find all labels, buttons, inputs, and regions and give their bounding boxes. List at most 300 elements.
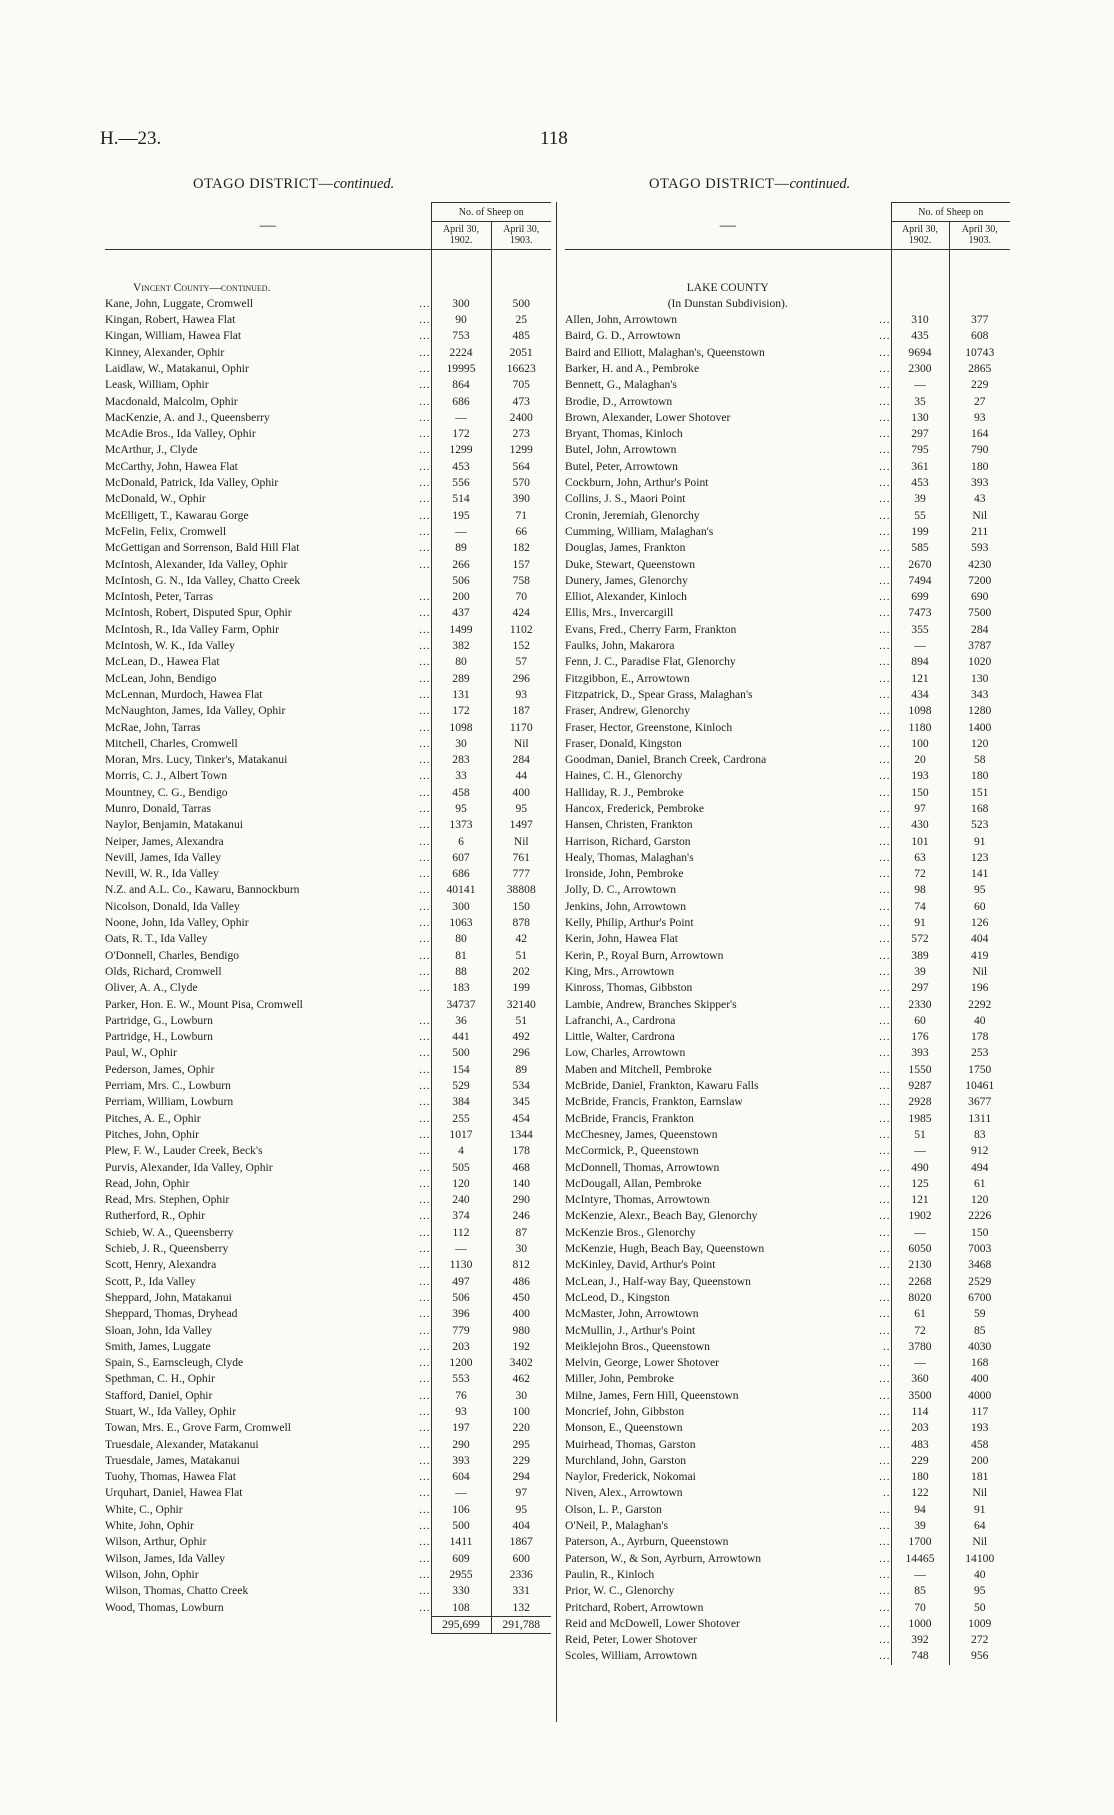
sheep-1902: 300 bbox=[431, 296, 491, 312]
table-row bbox=[565, 1192, 1010, 1208]
owner-name: Perriam, William, Lowburn bbox=[105, 1095, 234, 1109]
leader-dots: ... bbox=[419, 640, 431, 653]
sheep-1903: 95 bbox=[491, 801, 551, 817]
leader-dots: ... bbox=[879, 542, 891, 555]
owner-name: Baird and Elliott, Malaghan's, Queenstown bbox=[565, 345, 765, 359]
sheep-1902: 393 bbox=[891, 1045, 949, 1061]
owner-name: McRae, John, Tarras bbox=[105, 720, 201, 734]
table-row bbox=[105, 1437, 551, 1453]
sheep-1903: 157 bbox=[491, 557, 551, 573]
sheep-1903: 30 bbox=[491, 1388, 551, 1404]
sheep-1902: 30 bbox=[431, 736, 491, 752]
table-row bbox=[565, 1632, 1010, 1648]
sheep-1902: 3780 bbox=[891, 1339, 949, 1355]
table-row bbox=[565, 1208, 1010, 1224]
leader-dots: ... bbox=[419, 1340, 431, 1353]
table-row bbox=[565, 720, 1010, 736]
leader-dots: ... bbox=[879, 379, 891, 392]
owner-name: McLean, J., Half-way Bay, Queenstown bbox=[565, 1274, 751, 1288]
leader-dots: ... bbox=[879, 1014, 891, 1027]
table-row bbox=[105, 1469, 551, 1485]
sheep-1902: 585 bbox=[891, 540, 949, 556]
leader-dots: ... bbox=[419, 1552, 431, 1565]
leader-dots: ... bbox=[419, 1145, 431, 1158]
sheep-1902: 2330 bbox=[891, 997, 949, 1013]
sheep-1903: 30 bbox=[491, 1241, 551, 1257]
sheep-1902: 289 bbox=[431, 671, 491, 687]
sheep-1902: 95 bbox=[431, 801, 491, 817]
sheep-1902: 300 bbox=[431, 899, 491, 915]
leader-dots: ... bbox=[419, 362, 431, 375]
table-row bbox=[105, 345, 551, 361]
owner-name: Hansen, Christen, Frankton bbox=[565, 818, 693, 832]
sheep-1902: 130 bbox=[891, 410, 949, 426]
sheep-1902: 686 bbox=[431, 866, 491, 882]
sheep-1902: 2268 bbox=[891, 1274, 949, 1290]
table-row bbox=[105, 1127, 551, 1143]
sheep-1903: 2865 bbox=[949, 361, 1010, 377]
table-row bbox=[565, 1469, 1010, 1485]
sheep-1902: 1700 bbox=[891, 1534, 949, 1550]
owner-name: Collins, J. S., Maori Point bbox=[565, 492, 686, 506]
sheep-1902: 9694 bbox=[891, 345, 949, 361]
owner-name: Naylor, Benjamin, Matakanui bbox=[105, 818, 243, 832]
leader-dots: ... bbox=[879, 721, 891, 734]
sheep-1903: 25 bbox=[491, 312, 551, 328]
table-row bbox=[105, 622, 551, 638]
sheep-1903: 2226 bbox=[949, 1208, 1010, 1224]
leader-dots: ... bbox=[879, 770, 891, 783]
sheep-1902: 1098 bbox=[431, 720, 491, 736]
sheep-1902: 290 bbox=[431, 1437, 491, 1453]
owner-name: Fraser, Hector, Greenstone, Kinloch bbox=[565, 720, 733, 734]
leader-dots: ... bbox=[419, 672, 431, 685]
sheep-1902: 1499 bbox=[431, 622, 491, 638]
owner-name: Wilson, John, Ophir bbox=[105, 1567, 199, 1581]
table-row bbox=[565, 834, 1010, 850]
sheep-count-header: No. of Sheep on bbox=[891, 203, 1010, 222]
sheep-1902: 553 bbox=[431, 1371, 491, 1387]
sheep-1902: 514 bbox=[431, 491, 491, 507]
owner-name: Mitchell, Charles, Cromwell bbox=[105, 736, 238, 750]
table-row bbox=[105, 442, 551, 458]
owner-name: McCormick, P., Queenstown bbox=[565, 1144, 699, 1158]
owner-name: Olson, L. P., Garston bbox=[565, 1502, 662, 1516]
leader-dots: ... bbox=[879, 525, 891, 538]
leader-dots: ... bbox=[879, 933, 891, 946]
sheep-1902: 430 bbox=[891, 817, 949, 833]
owner-name: Olds, Richard, Cromwell bbox=[105, 964, 222, 978]
owner-name: McIntosh, Alexander, Ida Valley, Ophir bbox=[105, 557, 288, 571]
owner-name: Paul, W., Ophir bbox=[105, 1046, 177, 1060]
sheep-1902: 150 bbox=[891, 785, 949, 801]
owner-name: Towan, Mrs. E., Grove Farm, Cromwell bbox=[105, 1421, 291, 1435]
leader-dots: ... bbox=[879, 705, 891, 718]
table-row bbox=[105, 377, 551, 393]
owner-name: Niven, Alex., Arrowtown bbox=[565, 1486, 683, 1500]
owner-name: Dunery, James, Glenorchy bbox=[565, 573, 688, 587]
table-row bbox=[105, 1583, 551, 1599]
table-row bbox=[565, 1078, 1010, 1094]
leader-dots: ... bbox=[879, 1210, 891, 1223]
owner-name: Hancox, Frederick, Pembroke bbox=[565, 802, 705, 815]
sheep-1903: 400 bbox=[491, 1306, 551, 1322]
owner-name: Wilson, Thomas, Chatto Creek bbox=[105, 1584, 249, 1598]
owner-name: Muirhead, Thomas, Garston bbox=[565, 1437, 696, 1451]
leader-dots: ... bbox=[879, 1552, 891, 1565]
table-row bbox=[105, 785, 551, 801]
owner-name: Partridge, H., Lowburn bbox=[105, 1030, 213, 1044]
table-row bbox=[105, 1094, 551, 1110]
sheep-1902: 458 bbox=[431, 785, 491, 801]
sheep-1903: 404 bbox=[949, 931, 1010, 947]
sheep-1902: 864 bbox=[431, 377, 491, 393]
sheep-1903: 168 bbox=[949, 1355, 1010, 1371]
table-row bbox=[565, 426, 1010, 442]
table-row bbox=[105, 1502, 551, 1518]
table-row bbox=[105, 964, 551, 980]
owner-name: Fitzgibbon, E., Arrowtown bbox=[565, 671, 690, 685]
table-row bbox=[565, 1045, 1010, 1061]
leader-dots: ... bbox=[419, 411, 431, 424]
sheep-1902: 1299 bbox=[431, 442, 491, 458]
sheep-1902: 183 bbox=[431, 980, 491, 996]
sheep-count-header: No. of Sheep on bbox=[431, 203, 551, 222]
table-row bbox=[565, 948, 1010, 964]
leader-dots: ... bbox=[879, 803, 891, 815]
owner-name: McNaughton, James, Ida Valley, Ophir bbox=[105, 704, 286, 718]
sheep-1903: 485 bbox=[491, 328, 551, 344]
sheep-1902: 779 bbox=[431, 1323, 491, 1339]
table-row bbox=[105, 915, 551, 931]
table-row bbox=[565, 1518, 1010, 1534]
sheep-1903: 50 bbox=[949, 1600, 1010, 1616]
owner-name: Cockburn, John, Arthur's Point bbox=[565, 476, 709, 490]
sheep-1902: 121 bbox=[891, 1192, 949, 1208]
leader-dots: ... bbox=[419, 623, 431, 636]
table-row bbox=[105, 638, 551, 654]
table-row bbox=[565, 850, 1010, 866]
leader-dots: ... bbox=[879, 314, 891, 327]
sheep-1903: 200 bbox=[949, 1453, 1010, 1469]
leader-dots: ... bbox=[879, 1357, 891, 1370]
sheep-1902: 453 bbox=[891, 475, 949, 491]
owner-name: Kerin, P., Royal Burn, Arrowtown bbox=[565, 948, 724, 962]
table-row bbox=[565, 1029, 1010, 1045]
leader-dots: ... bbox=[419, 1291, 431, 1304]
table-row bbox=[105, 850, 551, 866]
sheep-1903: 180 bbox=[949, 768, 1010, 784]
table-row bbox=[105, 1371, 551, 1387]
leader-dots: ... bbox=[419, 558, 431, 571]
sheep-1902: 20 bbox=[891, 752, 949, 768]
table-row bbox=[105, 1274, 551, 1290]
sheep-1903: 192 bbox=[491, 1339, 551, 1355]
leader-dots: ... bbox=[879, 1063, 891, 1076]
table-row bbox=[105, 1485, 551, 1501]
sheep-1902: 505 bbox=[431, 1160, 491, 1176]
sheep-1902: 441 bbox=[431, 1029, 491, 1045]
owner-name: Read, Mrs. Stephen, Ophir bbox=[105, 1193, 230, 1207]
sheep-1903: 534 bbox=[491, 1078, 551, 1094]
leader-dots: ... bbox=[879, 917, 891, 930]
table-row bbox=[565, 1616, 1010, 1632]
sheep-1903: 593 bbox=[949, 540, 1010, 556]
sheep-1902: — bbox=[431, 1241, 491, 1257]
owner-name: McIntosh, G. N., Ida Valley, Chatto Creek bbox=[105, 573, 301, 587]
sheep-1902: 393 bbox=[431, 1453, 491, 1469]
leader-dots: ... bbox=[419, 1487, 431, 1500]
sheep-1902: 361 bbox=[891, 459, 949, 475]
sheep-1903: 1102 bbox=[491, 622, 551, 638]
owner-name: Morris, C. J., Albert Town bbox=[105, 769, 227, 783]
leader-dots: ... bbox=[419, 1438, 431, 1451]
sheep-1903: 3787 bbox=[949, 638, 1010, 654]
leader-dots: ... bbox=[879, 1096, 891, 1109]
table-row bbox=[105, 768, 551, 784]
owner-name: Partridge, G., Lowburn bbox=[105, 1013, 213, 1027]
table-row bbox=[565, 557, 1010, 573]
sheep-1902: 70 bbox=[891, 1600, 949, 1616]
owner-name: McKenzie, Alexr., Beach Bay, Glenorchy bbox=[565, 1209, 758, 1223]
sheep-1903: 95 bbox=[491, 1502, 551, 1518]
table-row bbox=[105, 459, 551, 475]
owner-name: Lafranchi, A., Cardrona bbox=[565, 1013, 676, 1027]
sheep-1903: 202 bbox=[491, 964, 551, 980]
sheep-1903: 27 bbox=[949, 394, 1010, 410]
table-row bbox=[565, 752, 1010, 768]
sheep-1902: 55 bbox=[891, 508, 949, 524]
owner-name: Bryant, Thomas, Kinloch bbox=[565, 427, 683, 441]
owner-name: Urquhart, Daniel, Hawea Flat bbox=[105, 1486, 243, 1500]
sheep-1902: 90 bbox=[431, 312, 491, 328]
sheep-1902: 80 bbox=[431, 654, 491, 670]
table-row bbox=[105, 1323, 551, 1339]
sheep-1903: 400 bbox=[491, 785, 551, 801]
leader-dots: ... bbox=[419, 330, 431, 343]
sheep-1903: 117 bbox=[949, 1404, 1010, 1420]
table-row bbox=[565, 605, 1010, 621]
table-row bbox=[565, 1306, 1010, 1322]
district-title-right bbox=[649, 176, 850, 193]
leader-dots: ... bbox=[419, 1601, 431, 1614]
table-row bbox=[565, 1567, 1010, 1583]
sheep-1903: 690 bbox=[949, 589, 1010, 605]
totals-row bbox=[105, 1616, 551, 1633]
leader-dots: ... bbox=[879, 1194, 891, 1207]
owner-name: Little, Walter, Cardrona bbox=[565, 1030, 675, 1044]
sheep-1902: 297 bbox=[891, 426, 949, 442]
sheep-1902: 74 bbox=[891, 899, 949, 915]
sheep-1902: 392 bbox=[891, 1632, 949, 1648]
sheep-1903: 123 bbox=[949, 850, 1010, 866]
table-row bbox=[565, 1404, 1010, 1420]
leader-dots: ... bbox=[879, 737, 891, 750]
vincent-county-heading: Vincent County—continued. bbox=[133, 280, 271, 294]
table-row bbox=[565, 801, 1010, 817]
sheep-1903: 468 bbox=[491, 1160, 551, 1176]
sheep-1903: 7500 bbox=[949, 605, 1010, 621]
owner-name: McKinley, David, Arthur's Point bbox=[565, 1258, 716, 1272]
owner-name: King, Mrs., Arrowtown bbox=[565, 964, 675, 978]
owner-name: Healy, Thomas, Malaghan's bbox=[565, 850, 694, 864]
owner-name: O'Neil, P., Malaghan's bbox=[565, 1519, 669, 1533]
leader-dots: ... bbox=[419, 786, 431, 799]
sheep-1903: 345 bbox=[491, 1094, 551, 1110]
owner-name: Kerin, John, Hawea Flat bbox=[565, 932, 679, 946]
leader-dots: ... bbox=[879, 1601, 891, 1614]
leader-dots: ... bbox=[419, 917, 431, 930]
owner-name: Faulks, John, Makarora bbox=[565, 639, 675, 653]
leader-dots: ... bbox=[419, 1389, 431, 1402]
sheep-1903: 126 bbox=[949, 915, 1010, 931]
table-row bbox=[565, 915, 1010, 931]
leader-dots: ... bbox=[419, 493, 431, 506]
sheep-1903: 32140 bbox=[491, 997, 551, 1013]
district-title-left bbox=[193, 176, 394, 193]
leader-dots: ... bbox=[419, 1177, 431, 1190]
sheep-1902: 2928 bbox=[891, 1094, 949, 1110]
table-row bbox=[105, 882, 551, 898]
sheep-1903: 60 bbox=[949, 899, 1010, 915]
sheep-1903: 83 bbox=[949, 1127, 1010, 1143]
sheep-1902: 97 bbox=[891, 801, 949, 817]
sheep-1903: Nil bbox=[949, 1534, 1010, 1550]
sheep-1902: 172 bbox=[431, 426, 491, 442]
owner-name: McBride, Francis, Frankton bbox=[565, 1111, 694, 1125]
leader-dots: ... bbox=[879, 509, 891, 522]
owner-name: Kinney, Alexander, Ophir bbox=[105, 345, 225, 359]
owner-name: Nevill, W. R., Ida Valley bbox=[105, 867, 219, 881]
sheep-1902: 355 bbox=[891, 622, 949, 638]
leader-dots: ... bbox=[419, 1568, 431, 1581]
leader-dots: ... bbox=[419, 395, 431, 408]
leader-dots: ... bbox=[419, 1536, 431, 1549]
owner-name: Murchland, John, Garston bbox=[565, 1453, 687, 1467]
sheep-1903: 71 bbox=[491, 508, 551, 524]
sheep-1903: 178 bbox=[491, 1143, 551, 1159]
leader-dots: ... bbox=[879, 688, 891, 701]
leader-dots: ... bbox=[419, 1308, 431, 1321]
leader-dots: ... bbox=[879, 1471, 891, 1484]
sheep-1902: 121 bbox=[891, 671, 949, 687]
table-row bbox=[105, 801, 551, 817]
table-row bbox=[105, 1045, 551, 1061]
sheep-1903: 87 bbox=[491, 1225, 551, 1241]
leader-dots: ... bbox=[419, 721, 431, 734]
lake-county-subheading: (In Dunstan Subdivision). bbox=[667, 296, 788, 310]
sheep-1903: 95 bbox=[949, 1583, 1010, 1599]
owner-name: Wilson, Arthur, Ophir bbox=[105, 1535, 207, 1549]
owner-name: McFelin, Felix, Cromwell bbox=[105, 524, 227, 538]
sheep-1903: 253 bbox=[949, 1045, 1010, 1061]
sheep-1903: 980 bbox=[491, 1323, 551, 1339]
sheep-1903: 600 bbox=[491, 1551, 551, 1567]
leader-dots: ... bbox=[419, 1161, 431, 1174]
leader-dots: ... bbox=[419, 1585, 431, 1598]
table-row bbox=[565, 1485, 1010, 1501]
sheep-1903: 3468 bbox=[949, 1257, 1010, 1273]
owner-name: Duke, Stewart, Queenstown bbox=[565, 557, 696, 571]
leader-dots: ... bbox=[419, 1243, 431, 1256]
sheep-1902: 374 bbox=[431, 1208, 491, 1224]
sheep-1903: 178 bbox=[949, 1029, 1010, 1045]
sheep-1902: 2300 bbox=[891, 361, 949, 377]
table-row bbox=[105, 1339, 551, 1355]
table-row bbox=[105, 654, 551, 670]
sheep-1902: 91 bbox=[891, 915, 949, 931]
sheep-1902: 6 bbox=[431, 834, 491, 850]
sheep-1903: 10461 bbox=[949, 1078, 1010, 1094]
sheep-1903: 93 bbox=[491, 687, 551, 703]
sheep-1903: 500 bbox=[491, 296, 551, 312]
owner-name: Moran, Mrs. Lucy, Tinker's, Matakanui bbox=[105, 753, 288, 767]
sheep-1903: 211 bbox=[949, 524, 1010, 540]
table-row bbox=[565, 459, 1010, 475]
sheep-1903: 7003 bbox=[949, 1241, 1010, 1257]
owner-name: McMaster, John, Arrowtown bbox=[565, 1307, 699, 1321]
sheep-1903: 85 bbox=[949, 1323, 1010, 1339]
leader-dots: ... bbox=[879, 1503, 891, 1516]
table-row bbox=[565, 573, 1010, 589]
table-row bbox=[105, 1078, 551, 1094]
sheep-1902: 3500 bbox=[891, 1388, 949, 1404]
owner-name: Stafford, Daniel, Ophir bbox=[105, 1388, 213, 1402]
sheep-1902: 1200 bbox=[431, 1355, 491, 1371]
owner-name: Plew, F. W., Lauder Creek, Beck's bbox=[105, 1144, 263, 1158]
sheep-1903: 93 bbox=[949, 410, 1010, 426]
sheep-1902: 8020 bbox=[891, 1290, 949, 1306]
owner-name: O'Donnell, Charles, Bendigo bbox=[105, 948, 240, 962]
sheep-1903: 2400 bbox=[491, 410, 551, 426]
sheep-1902: 2130 bbox=[891, 1257, 949, 1273]
sheep-1902: 193 bbox=[891, 768, 949, 784]
owner-name: Leask, William, Ophir bbox=[105, 378, 209, 392]
owner-name: McArthur, J., Clyde bbox=[105, 443, 198, 457]
sheep-1903: 140 bbox=[491, 1176, 551, 1192]
sheep-1902: 7473 bbox=[891, 605, 949, 621]
owner-name: McIntosh, W. K., Ida Valley bbox=[105, 639, 235, 653]
table-row bbox=[105, 296, 551, 312]
owner-name: McDougall, Allan, Pembroke bbox=[565, 1176, 702, 1190]
sheep-1902: 81 bbox=[431, 948, 491, 964]
sheep-1902: 120 bbox=[431, 1176, 491, 1192]
owner-name: Kingan, William, Hawea Flat bbox=[105, 329, 242, 343]
table-row bbox=[105, 475, 551, 491]
owner-name: McIntosh, R., Ida Valley Farm, Ophir bbox=[105, 622, 279, 636]
sheep-1902: 330 bbox=[431, 1583, 491, 1599]
sheep-1903: 95 bbox=[949, 882, 1010, 898]
leader-dots: ... bbox=[879, 1243, 891, 1256]
owner-name: Halliday, R. J., Pembroke bbox=[565, 785, 684, 799]
owner-name: McDonald, Patrick, Ida Valley, Ophir bbox=[105, 476, 279, 490]
table-row bbox=[565, 899, 1010, 915]
table-row bbox=[565, 1534, 1010, 1550]
sheep-1902: 1017 bbox=[431, 1127, 491, 1143]
leader-dots: ... bbox=[419, 346, 431, 359]
leader-dots: ... bbox=[419, 1047, 431, 1060]
sheep-1903: 38808 bbox=[491, 882, 551, 898]
leader-dots: ... bbox=[879, 656, 891, 669]
leader-dots: ... bbox=[419, 933, 431, 946]
sheep-1903: 450 bbox=[491, 1290, 551, 1306]
sheep-1902: 63 bbox=[891, 850, 949, 866]
table-row bbox=[105, 1192, 551, 1208]
sheep-1902: 1550 bbox=[891, 1062, 949, 1078]
sheep-1902: 266 bbox=[431, 557, 491, 573]
table-row bbox=[565, 1648, 1010, 1664]
leader-dots: ... bbox=[419, 1112, 431, 1125]
